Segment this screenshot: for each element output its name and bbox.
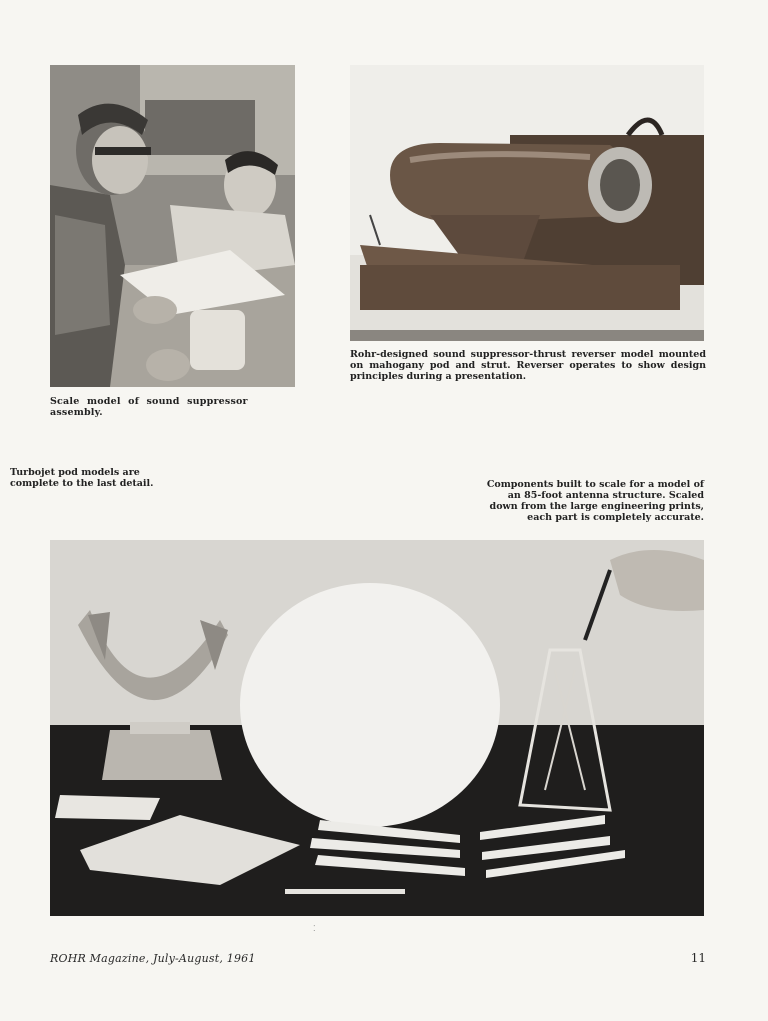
- footer-publication: ROHR Magazine, July-August, 1961: [50, 952, 256, 965]
- photo-antenna-components: [50, 540, 704, 916]
- caption-turbojet: Turbojet pod models are complete to the last detail.: [10, 467, 154, 489]
- ink-smudge: ⁚: [313, 924, 316, 933]
- caption-rohr-model: Rohr-designed sound suppressor-thrust reverser model mounted on mahogany pod and strut. Reverser operates to show design principles during a presentation.: [350, 349, 706, 382]
- caption-scale-model: Scale model of sound suppressor assembly.: [50, 396, 248, 418]
- page-number: 11: [690, 951, 706, 965]
- caption-components: Components built to scale for a model of an 85-foot antenna structure. Scaled down from the large engineering prints, each part is completely accurate.: [486, 479, 704, 523]
- photo-scale-model-men: [50, 65, 295, 387]
- photo-thrust-reverser-model: [350, 65, 704, 341]
